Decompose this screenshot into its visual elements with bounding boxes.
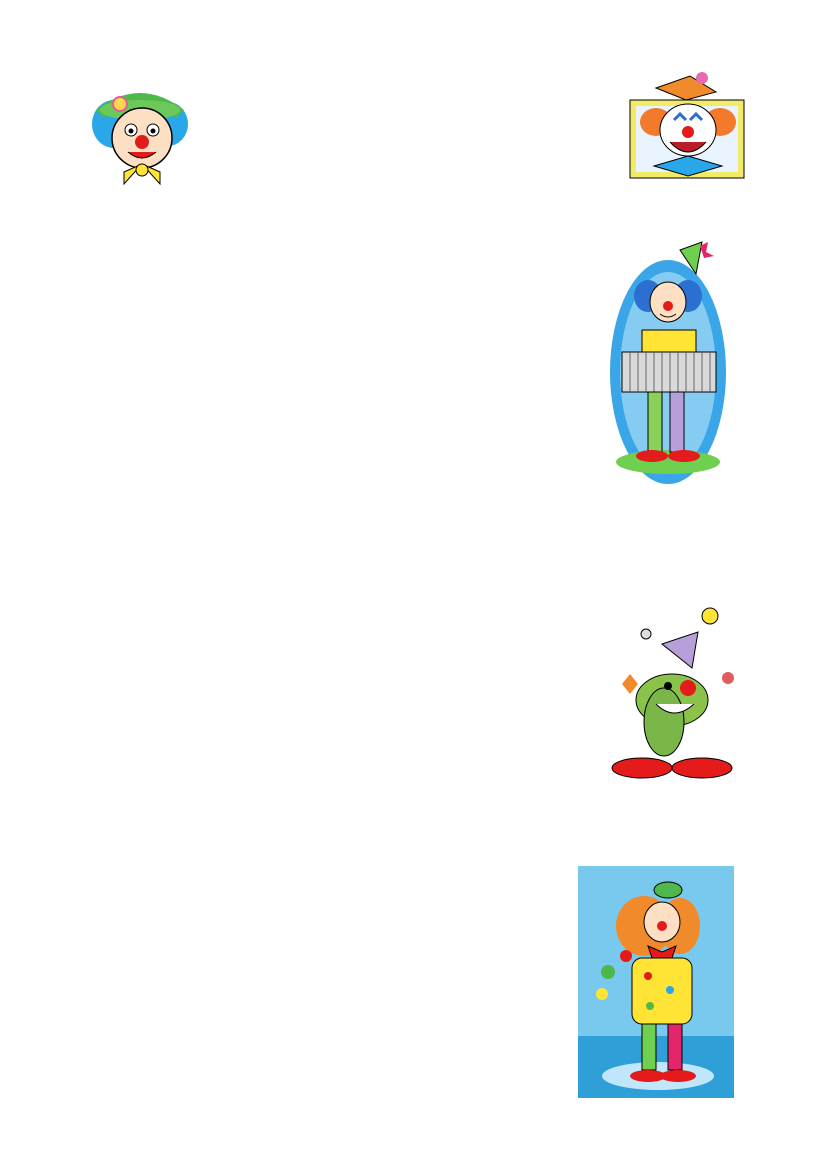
clown-head-left-image (84, 80, 196, 188)
accordion-clown-image (604, 240, 738, 484)
clown-head-right-image (626, 70, 750, 182)
ladybug-border-left (38, 0, 78, 1169)
ladybug-border-right (760, 0, 800, 1169)
ladybug-border-top (0, 36, 821, 70)
page-title (222, 88, 612, 185)
fish-clown-image (602, 604, 742, 782)
juggling-clown-image (578, 866, 734, 1098)
ladybug-border-bottom (0, 1100, 821, 1134)
